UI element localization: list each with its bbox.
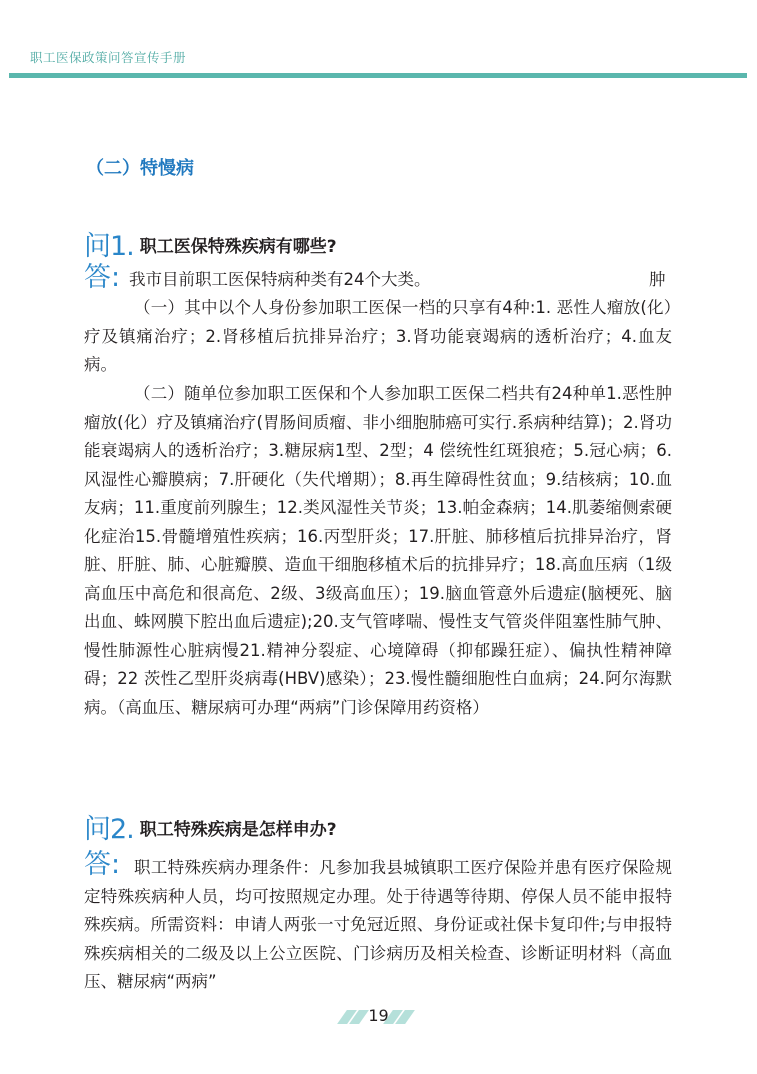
answer-1-intro: 我市目前职工医保特病种类有24个大类。: [129, 270, 431, 289]
answer-1-intro-tail: 肿: [649, 270, 666, 289]
question-2-text: 职工特殊疾病是怎样申办?: [139, 820, 337, 840]
answer-2-marker: 答:: [84, 849, 121, 880]
question-2-marker: 问2.: [84, 814, 134, 845]
section-title: （二）特慢病: [86, 158, 194, 179]
header-divider: [9, 73, 747, 78]
question-1-text: 职工医保特殊疾病有哪些?: [139, 237, 337, 257]
answer-1-paragraph-2: （二）随单位参加职工医保和个人参加职工医保二档共有24种单1.恶性肿瘤放(化）疗及镇痛治疗(胃肠间质瘤、非小细胞肺癌可实行.系病种结算)；2.肾功能衰竭病人的透析治疗；3.糖尿病1型、2型；4 偿统性红斑狼疮；5.冠心病；6.风湿性心瓣膜病；7.肝硬化（失代增期）；8.再生障碍性贫血；9.结核病；10.血友病；11.重度前列腺生；12.类风湿性关节炎；13.帕金森病；14.肌萎缩侧索硬化症治15.骨髓增殖性疾病；16.丙型肝炎；17.肝脏、肺移植后抗排异治疗，肾脏、肝脏、肺、心脏瓣膜、造血干细胞移植术后的抗排异疗；18.高血压病（1级高血压中高危和很高危、2级、3级高血压）；19.脑血管意外后遗症(脑梗死、脑出血、蛛网膜下腔出血后遗症);20.支气管哮喘、慢性支气管炎伴阻塞性肺气肿、慢性肺源性心脏病慢21.精神分裂症、心境障碍（抑郁躁狂症）、偏执性精神障碍；22 茨性乙型肝炎病毒(HBV)感染）；23.慢性髓细胞性白血病；24.阿尔海默病。（高血压、糖尿病可办理“两病”门诊保障用药资格）: [84, 384, 672, 717]
question-1-marker: 问1.: [84, 231, 134, 262]
answer-1-marker: 答:: [84, 262, 121, 293]
header-title: 职工医保政策问答宣传手册: [30, 50, 187, 65]
question-1: [84, 224, 337, 263]
answer-2-paragraph: 职工特殊疾病办理条件：凡参加我县城镇职工医疗保险并患有医疗保险规定特殊疾病种人员，均可按照规定办理。处于待遇等待期、停保人员不能申报特殊疾病。所需资料：申请人两张一寸免冠近照、身份证或社保卡复印件;与申报特殊疾病相关的二级及以上公立医院、门诊病历及相关检查、诊断证明材料（高血压、糖尿病“两病”: [84, 858, 672, 991]
page-number: 19: [368, 1006, 389, 1025]
answer-1-paragraph-1: （一）其中以个人身份参加职工医保一档的只享有4种:1. 恶性人瘤放(化）疗及镇痛治疗；2.肾移植后抗排异治疗；3.肾功能衰竭病的透析治疗；4.血友病。: [84, 298, 672, 374]
question-2: [84, 807, 337, 846]
